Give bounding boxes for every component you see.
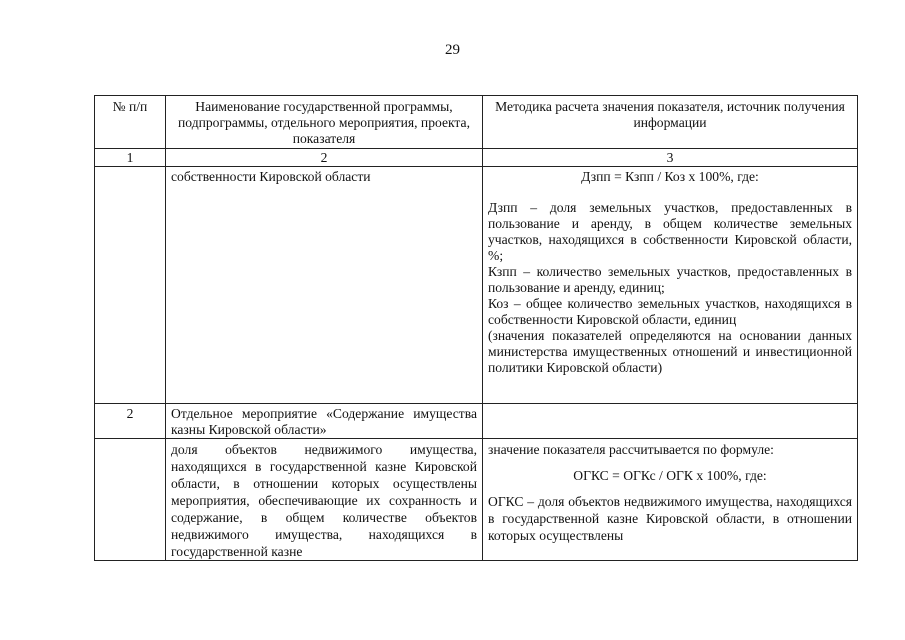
definition-ogks: ОГКС – доля объектов недвижимого имущества, находящихся в государственной казне Кировской области, в отношении которых осуществлены bbox=[488, 494, 852, 543]
column-number-3: 3 bbox=[483, 149, 858, 167]
definition-koz: Коз – общее количество земельных участков, находящихся в собственности Кировской области, единиц bbox=[488, 296, 852, 327]
table-row bbox=[95, 439, 858, 561]
header-method: Методика расчета значения показателя, источник получения информации bbox=[483, 96, 858, 149]
method-cell bbox=[483, 167, 858, 404]
formula-dzpp: Дзпп = Кзпп / Коз х 100%, где: bbox=[581, 169, 759, 184]
table-row bbox=[95, 167, 858, 404]
indicator-name-text: доля объектов недвижимого имущества, находящихся в государственной казне Кировской области, в отношении которых осуществлены мероприятия, обеспечивающие их сохранность и содержание, в общем количестве объектов недвижимого имущества, находящихся в государственной казне bbox=[171, 442, 477, 559]
column-number-1: 1 bbox=[95, 149, 166, 167]
page-number: 29 bbox=[445, 42, 460, 58]
data-source: (значения показателей определяются на основании данных министерства имущественных отношений и инвестиционной политики Кировской области) bbox=[488, 328, 852, 375]
formula-ogks: ОГКС = ОГКс / ОГК х 100%, где: bbox=[573, 468, 767, 483]
table-row bbox=[95, 404, 858, 439]
column-numbers-row bbox=[95, 149, 858, 167]
definition-dzpp: Дзпп – доля земельных участков, предоставленных в пользование и аренду, в общем количестве земельных участков, находящихся в собственности Кировской области, %; bbox=[488, 200, 852, 263]
measure-name: Отдельное мероприятие «Содержание имущества казны Кировской области» bbox=[166, 404, 483, 439]
table-header-row bbox=[95, 96, 858, 149]
method-text bbox=[488, 441, 852, 560]
row-number-cell bbox=[95, 439, 166, 561]
definition-kzpp: Кзпп – количество земельных участков, предоставленных в пользование и аренду, единиц; bbox=[488, 264, 852, 295]
method-cell bbox=[483, 439, 858, 561]
header-number: № п/п bbox=[95, 96, 166, 149]
indicator-name: собственности Кировской области bbox=[166, 167, 483, 404]
formula-intro: значение показателя рассчитывается по формуле: bbox=[488, 442, 774, 457]
column-number-2: 2 bbox=[166, 149, 483, 167]
indicator-table bbox=[94, 95, 858, 561]
method-cell-empty bbox=[483, 404, 858, 439]
row-number: 2 bbox=[95, 404, 166, 439]
header-name: Наименование государственной программы, подпрограммы, отдельного мероприятия, проекта, показателя bbox=[166, 96, 483, 149]
indicator-name bbox=[166, 439, 483, 561]
row-number-cell bbox=[95, 167, 166, 404]
